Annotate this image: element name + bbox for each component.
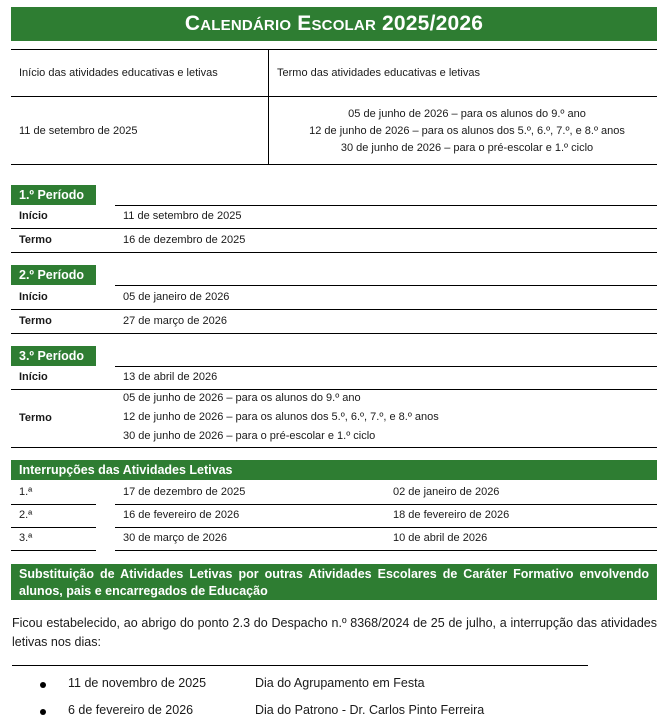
period-2-start-value: 05 de janeiro de 2026 — [123, 291, 230, 303]
summary-end-dates — [269, 97, 657, 164]
interruption-start: 30 de março de 2026 — [123, 532, 227, 544]
day-date: 11 de novembro de 2025 — [68, 676, 207, 690]
period-1-end-label: Termo — [19, 234, 52, 246]
period-1-end-value: 16 de dezembro de 2025 — [123, 234, 246, 246]
summary-start-date: 11 de setembro de 2025 — [19, 124, 138, 137]
bullet-icon — [40, 709, 46, 715]
bullet-icon — [40, 682, 46, 688]
interruption-end: 10 de abril de 2026 — [393, 532, 488, 544]
summary-start-header: Início das atividades educativas e letivas — [19, 67, 218, 79]
period-2-end-value: 27 de março de 2026 — [123, 315, 227, 327]
page-title — [11, 7, 657, 41]
summary-end-line: 30 de junho de 2026 – para o pré-escolar e 1.º ciclo — [340, 141, 594, 154]
period-1-start-value: 11 de setembro de 2025 — [123, 210, 242, 222]
interruption-end: 02 de janeiro de 2026 — [393, 486, 500, 498]
day-description: Dia do Agrupamento em Festa — [255, 676, 425, 690]
period-2-end-label: Termo — [19, 315, 52, 327]
substitution-heading: Substituição de Atividades Letivas por outras Atividades Escolares de Caráter Formativo envolvendo alunos, pais e encarregados de Educação — [11, 564, 657, 600]
title-word-2: Escolar — [297, 12, 376, 35]
period-2-start-label: Início — [19, 291, 48, 303]
period-1-start-label: Início — [19, 210, 48, 222]
interruption-number: 3.ª — [19, 532, 33, 544]
period-1-heading: 1.º Período — [11, 185, 96, 205]
day-date: 6 de fevereiro de 2026 — [68, 703, 194, 717]
interruptions-heading: Interrupções das Atividades Letivas — [11, 460, 657, 480]
summary-values-row — [11, 97, 657, 165]
summary-end-line: 12 de junho de 2026 – para os alunos dos 5.º, 6.º, 7.º, e 8.º anos — [309, 124, 625, 137]
interruption-number: 2.ª — [19, 509, 33, 521]
period-3-end-line: 30 de junho de 2026 – para o pré-escolar e 1.º ciclo — [123, 430, 376, 442]
interruption-number: 1.ª — [19, 486, 33, 498]
summary-end-header: Termo das atividades educativas e letivas — [277, 67, 480, 79]
interruption-end: 18 de fevereiro de 2026 — [393, 509, 510, 521]
day-description: Dia do Patrono - Dr. Carlos Pinto Ferreira — [255, 703, 485, 717]
period-2-heading: 2.º Período — [11, 265, 96, 285]
period-3-end-label: Termo — [19, 412, 52, 424]
period-3-end-line: 05 de junho de 2026 – para os alunos do 9.º ano — [123, 392, 361, 404]
title-year: 2025/2026 — [382, 12, 484, 35]
interruption-start: 17 de dezembro de 2025 — [123, 486, 246, 498]
title-word-1: Calendário — [184, 12, 292, 35]
period-3-start-value: 13 de abril de 2026 — [123, 371, 218, 383]
summary-header-row — [11, 49, 657, 97]
period-3-end-line: 12 de junho de 2026 – para os alunos dos 5.º, 6.º, 7.º, e 8.º anos — [123, 411, 439, 423]
interruption-start: 16 de fevereiro de 2026 — [123, 509, 240, 521]
summary-end-line: 05 de junho de 2026 – para os alunos do 9.º ano — [348, 107, 586, 120]
period-3-heading: 3.º Período — [11, 346, 96, 366]
period-3-start-label: Início — [19, 371, 48, 383]
substitution-note: Ficou estabelecido, ao abrigo do ponto 2.3 do Despacho n.º 8368/2024 de 25 de julho, a interrupção das atividades letivas nos dias: — [12, 616, 657, 649]
